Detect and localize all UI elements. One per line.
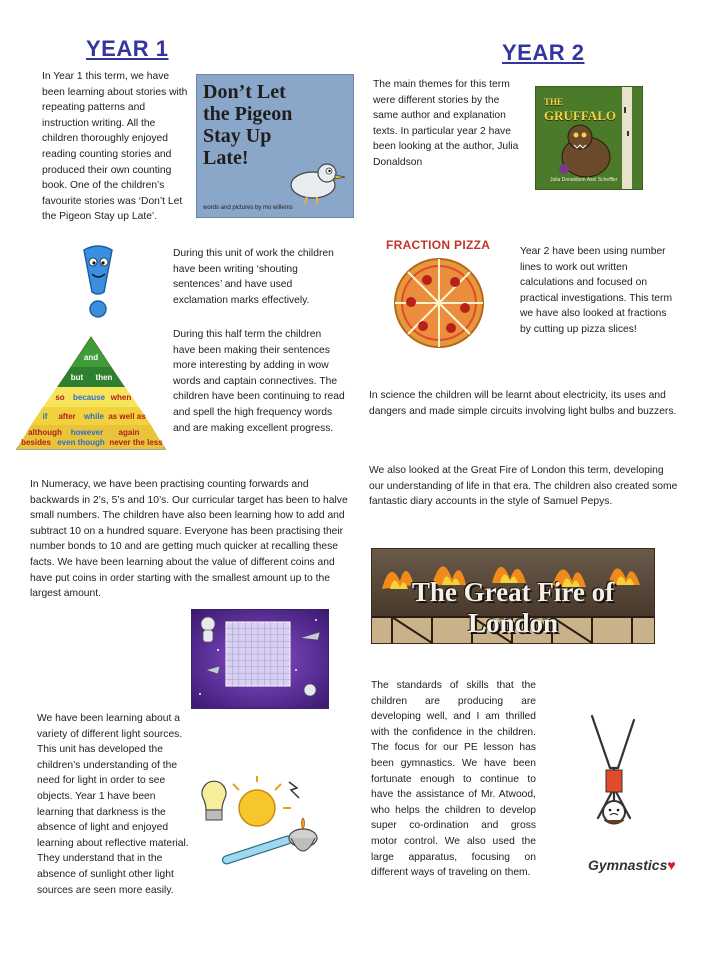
pigeon-book-title: Don’t Let the Pigeon Stay Up Late! <box>203 81 293 169</box>
pyramid-then: then <box>95 373 113 382</box>
writing-text-shouting: During this unit of work the children have been writing ‘shouting sentences’ and have used exclamation marks effectively. <box>173 248 334 306</box>
pe-gymnastics-text: The standards of skills that the children are producing are developing well, and I am thrilled with the confidence in the children. The focus for our PE lesson has been gymnastics. We have been fortunate enough to continue to have the assistance of Mr. Atwood, who helps the children to develop super co-ordination and gross motor control. We also used the large apparatus, focusing on different ways of traveling on them. <box>371 680 536 879</box>
light-sources-illustration <box>193 776 325 870</box>
pyramid-although: although <box>28 428 62 437</box>
pigeon-book-cover <box>196 74 354 218</box>
hundred-square-space-picture <box>191 609 329 709</box>
light-sources-text: We have been learning about a variety of different light sources. This unit has developed the children’s understanding of the need for light in order to see objects. Year 1 have been learning that darkness is the absence of light and enjoyed learning about reflective material. They understand that in the absence of sunlight other light sources are seen more easily. <box>37 713 189 896</box>
pyramid-because: because <box>72 393 106 402</box>
pyramid-however: however <box>70 428 104 437</box>
pigeon-illustration <box>283 155 349 205</box>
writing-text-connectives: During this half term the children have been making their sentences more interesting by adding in wow words and captain connectives. The children have been continuing to read and spell the high frequency words and are making excellent progress. <box>173 329 345 434</box>
pyramid-after: after <box>58 412 76 421</box>
gymnastics-label: Gymnastics♥ <box>588 857 676 873</box>
pyramid-as-well-as: as well as <box>108 412 146 421</box>
gruffalo-book-cover <box>535 86 643 190</box>
history-text: We also looked at the Great Fire of London this term, developing our understanding of life in that era. The children also created some fantastic diary accounts in the style of Samuel Pepys. <box>369 465 678 508</box>
connectives-pyramid <box>15 335 167 451</box>
pyramid-and: and <box>83 353 99 362</box>
gruffalo-illustration <box>536 87 642 189</box>
fraction-pizza-illustration <box>377 256 503 350</box>
pyramid-besides: besides <box>21 438 51 447</box>
year1-heading: YEAR 1 <box>86 36 169 61</box>
gruffalo-book-title: THE GRUFFALO <box>544 97 616 123</box>
fraction-pizza-title: FRACTION PIZZA <box>386 238 491 252</box>
fractions-text: Year 2 have been using number lines to work out written calculations and focused on practical investigations. This term we have also looked at fractions by cutting up pizza slices! <box>520 246 673 335</box>
pyramid-while: while <box>83 412 104 421</box>
numeracy-text: In Numeracy, we have been practising counting forwards and backwards in 2’s, 5’s and 10’s. Our curricular target has been to halve small numbers. The children have also been learning how to add and subtract 10 on a hundred square. Everyone has been practising their number bonds to 10 and are getting much quicker at recalling these facts. We have been learning about the value of different coins and have put coins in order starting with the smallest amount up to the largest amount. <box>30 479 348 600</box>
gymnastics-figure-illustration <box>580 712 654 862</box>
pyramid-again: again <box>118 428 140 437</box>
pyramid-when: when <box>110 393 132 402</box>
year2-intro-text: The main themes for this term were different stories by the same author and explanation texts. In particular year 2 have been looking at the author, Julia Donaldson <box>373 79 519 168</box>
gruffalo-book-authors: Julia Donaldson Axel Scheffler <box>550 177 618 183</box>
pyramid-but: but <box>70 373 84 382</box>
hundred-square-illustration <box>192 610 328 708</box>
pyramid-if: if <box>42 412 48 421</box>
year1-intro-text: In Year 1 this term, we have been learning about stories with repeating patterns and instruction writing. All the children thoroughly enjoyed reading counting stories and produced their own counting book. One of the children’s favourite stories was ‘Don’t Let the Pigeon Stay up Late’. <box>42 71 188 223</box>
pyramid-so: so <box>55 393 65 402</box>
year2-heading: YEAR 2 <box>502 40 585 65</box>
heart-icon: ♥ <box>667 857 676 873</box>
pyramid-never-the-less: never the less <box>109 438 163 447</box>
pyramid-even-though: even though <box>57 438 105 447</box>
science-text: In science the children will be learnt about electricity, its uses and dangers and made simple circuits involving light bulbs and buzzers. <box>369 390 677 417</box>
great-fire-of-london-banner <box>371 548 655 644</box>
exclamation-mark-illustration <box>78 244 118 320</box>
great-fire-banner-title: The Great Fire of London <box>411 577 615 638</box>
pigeon-book-byline: words and pictures by mo willems <box>203 205 293 211</box>
